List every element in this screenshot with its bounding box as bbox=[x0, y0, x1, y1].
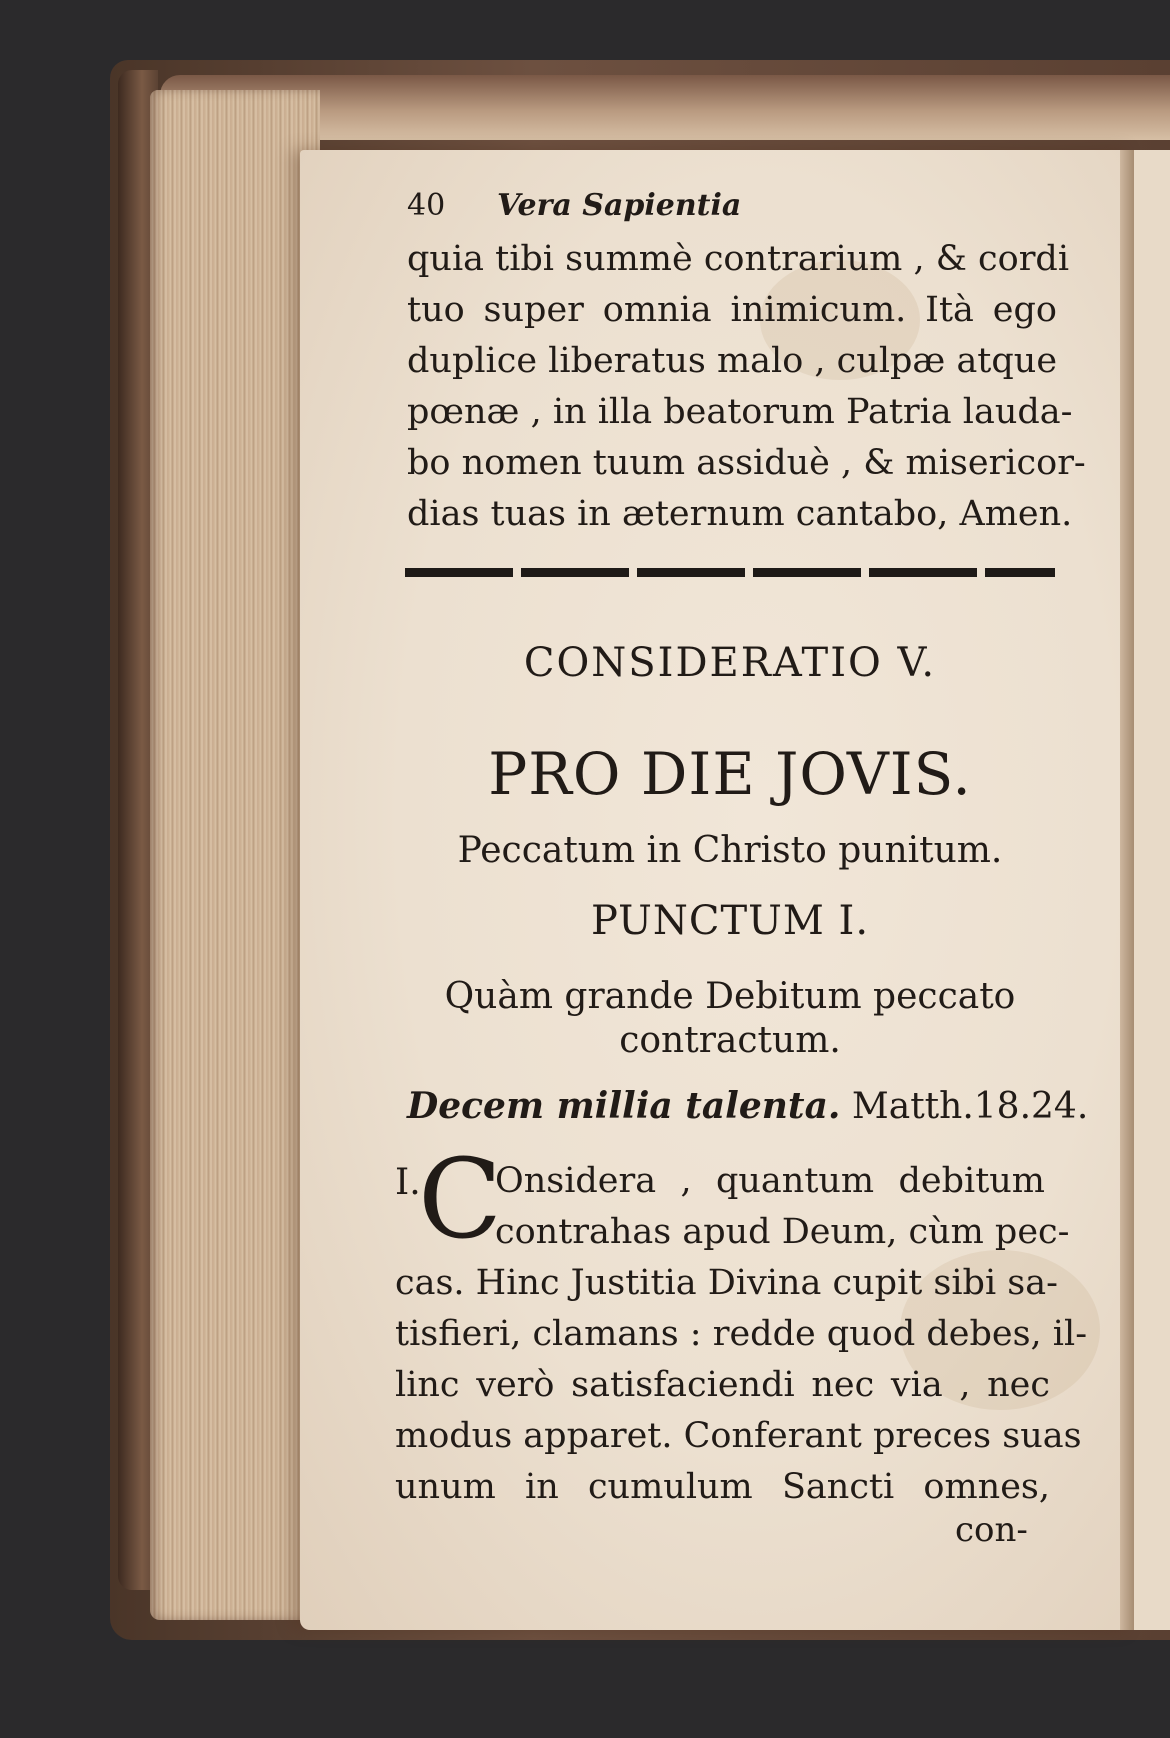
drop-capital: C bbox=[418, 1135, 503, 1263]
text-line: duplice liberatus malo , culpæ atque bbox=[407, 341, 1058, 381]
text-line: Onsidera , quantum debitum bbox=[495, 1161, 1045, 1201]
page-gutter bbox=[1120, 150, 1134, 1630]
scripture-quote: Decem millia talenta. bbox=[407, 1085, 841, 1127]
text-line: bo nomen tuum assiduè , & misericor- bbox=[407, 443, 1086, 483]
point-title bbox=[390, 975, 1070, 1063]
catchword: con- bbox=[955, 1510, 1028, 1550]
text-line: pœnæ , in illa beatorum Patria lauda- bbox=[407, 392, 1073, 432]
text-line: tuo super omnia inimicum. Ità ego bbox=[407, 290, 1057, 330]
text-line: cas. Hinc Justitia Divina cupit sibi sa- bbox=[395, 1263, 1058, 1303]
page-block-edge bbox=[150, 90, 320, 1620]
facing-page-edge bbox=[1134, 150, 1170, 1630]
section-divider bbox=[405, 568, 1055, 577]
text-line: contrahas apud Deum, cùm pec- bbox=[495, 1212, 1070, 1252]
point-title-line: Quàm grande Debitum peccato bbox=[444, 976, 1016, 1017]
running-title: Vera Sapientia bbox=[497, 188, 742, 223]
consideration-heading: CONSIDERATIO V. bbox=[523, 640, 937, 686]
text-line: unum in cumulum Sancti omnes, bbox=[395, 1467, 1050, 1507]
paragraph-number: I. bbox=[395, 1162, 421, 1203]
running-head bbox=[407, 188, 741, 223]
scripture-citation bbox=[407, 1085, 1089, 1127]
page-number: 40 bbox=[407, 188, 446, 223]
text-line: tisfieri, clamans : redde quod debes, il- bbox=[395, 1314, 1088, 1354]
day-title: PRO DIE JOVIS. bbox=[488, 740, 972, 808]
text-line: modus apparet. Conferant preces suas bbox=[395, 1416, 1082, 1456]
text-line: quia tibi summè contrarium , & cordi bbox=[407, 239, 1070, 279]
text-line: linc verò satisfaciendi nec via , nec bbox=[395, 1365, 1050, 1405]
punctum-heading: PUNCTUM I. bbox=[590, 898, 870, 944]
point-title-line: contractum. bbox=[619, 1020, 841, 1061]
text-line: dias tuas in æternum cantabo, Amen. bbox=[407, 494, 1073, 534]
subtitle: Peccatum in Christo punitum. bbox=[457, 830, 1003, 871]
scripture-reference: Matth.18.24. bbox=[851, 1086, 1089, 1127]
